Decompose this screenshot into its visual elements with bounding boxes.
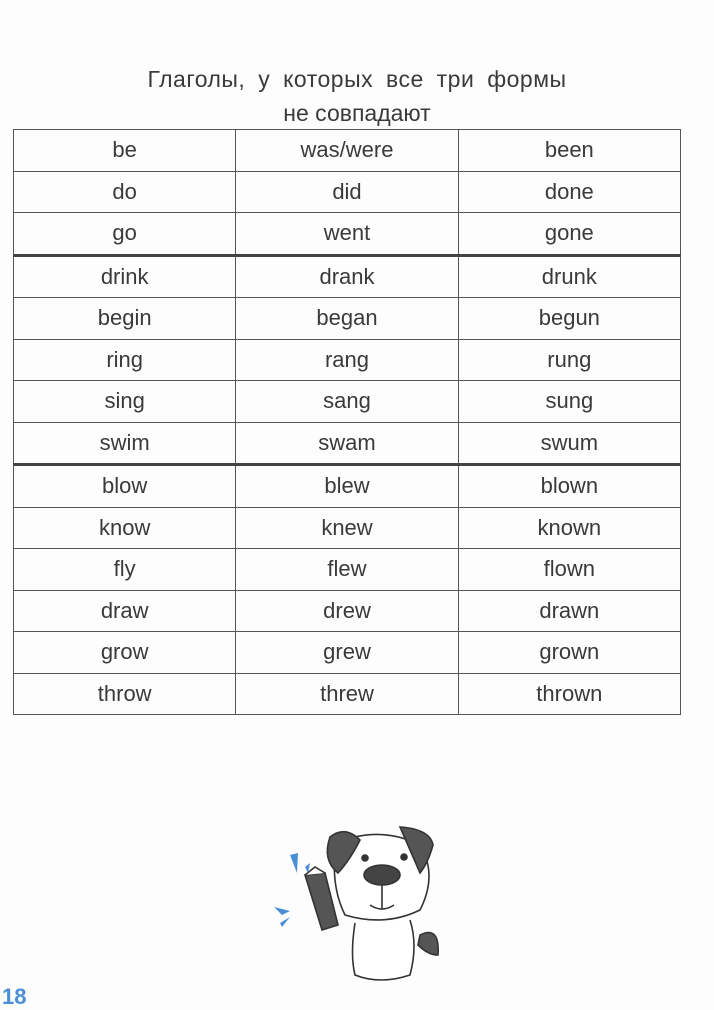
base-form-cell: blow — [14, 465, 236, 508]
page-number: 18 — [2, 984, 27, 1009]
base-form-cell: sing — [14, 381, 236, 423]
base-form-cell: know — [14, 507, 236, 549]
base-form-cell: be — [14, 130, 236, 172]
table-row — [14, 632, 681, 674]
table-row — [14, 422, 681, 465]
past-participle-cell: begun — [458, 298, 680, 340]
base-form-cell: ring — [14, 339, 236, 381]
past-participle-cell: drawn — [458, 590, 680, 632]
table-row — [14, 381, 681, 423]
base-form-cell: draw — [14, 590, 236, 632]
table-row — [14, 673, 681, 715]
past-participle-cell: thrown — [458, 673, 680, 715]
past-simple-cell: blew — [236, 465, 458, 508]
past-participle-cell: gone — [458, 213, 680, 256]
past-simple-cell: swam — [236, 422, 458, 465]
table-row — [14, 339, 681, 381]
past-simple-cell: was/were — [236, 130, 458, 172]
past-simple-cell: went — [236, 213, 458, 256]
table-row — [14, 255, 681, 298]
past-participle-cell: been — [458, 130, 680, 172]
table-row — [14, 213, 681, 256]
past-participle-cell: swum — [458, 422, 680, 465]
table-row — [14, 549, 681, 591]
table-row — [14, 465, 681, 508]
dog-icon — [305, 827, 438, 980]
verb-forms-table — [13, 129, 681, 715]
table-row — [14, 130, 681, 172]
past-simple-cell: grew — [236, 632, 458, 674]
table-row — [14, 298, 681, 340]
table-row — [14, 507, 681, 549]
past-participle-cell: flown — [458, 549, 680, 591]
dog-illustration — [270, 815, 450, 995]
sparkle-icon — [274, 853, 310, 927]
base-form-cell: grow — [14, 632, 236, 674]
past-simple-cell: began — [236, 298, 458, 340]
past-simple-cell: drew — [236, 590, 458, 632]
table-row — [14, 171, 681, 213]
past-simple-cell: did — [236, 171, 458, 213]
base-form-cell: throw — [14, 673, 236, 715]
base-form-cell: go — [14, 213, 236, 256]
base-form-cell: fly — [14, 549, 236, 591]
heading-line-2: не совпадают — [283, 100, 431, 126]
past-participle-cell: drunk — [458, 255, 680, 298]
past-participle-cell: grown — [458, 632, 680, 674]
base-form-cell: do — [14, 171, 236, 213]
past-participle-cell: sung — [458, 381, 680, 423]
past-simple-cell: rang — [236, 339, 458, 381]
past-participle-cell: done — [458, 171, 680, 213]
base-form-cell: drink — [14, 255, 236, 298]
past-simple-cell: sang — [236, 381, 458, 423]
past-simple-cell: drank — [236, 255, 458, 298]
past-simple-cell: threw — [236, 673, 458, 715]
past-participle-cell: blown — [458, 465, 680, 508]
past-participle-cell: rung — [458, 339, 680, 381]
table-row — [14, 590, 681, 632]
base-form-cell: begin — [14, 298, 236, 340]
past-simple-cell: flew — [236, 549, 458, 591]
base-form-cell: swim — [14, 422, 236, 465]
past-simple-cell: knew — [236, 507, 458, 549]
heading-line-1: Глаголы, у которых все три формы — [147, 66, 567, 92]
past-participle-cell: known — [458, 507, 680, 549]
